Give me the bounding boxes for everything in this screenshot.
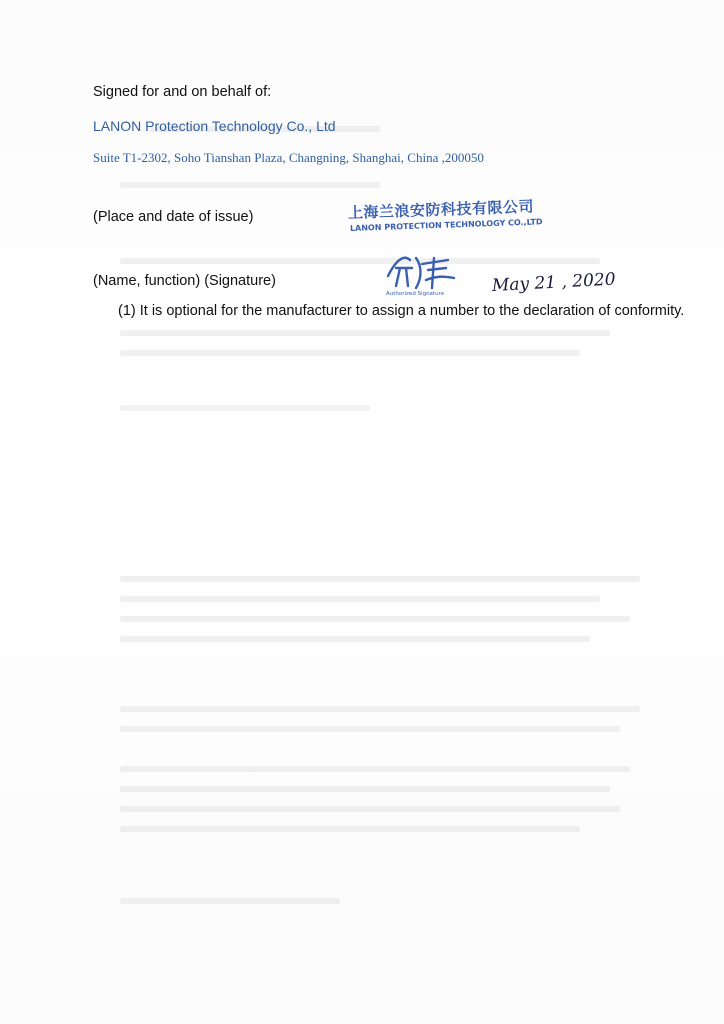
handwritten-date: May 21 , 2020: [491, 269, 617, 296]
stamp-chinese-name: 上海兰浪安防科技有限公司: [347, 197, 535, 222]
place-and-date-label: (Place and date of issue): [93, 209, 254, 225]
authorized-signature-caption: Authorized Signature: [386, 291, 445, 297]
company-name: LANON Protection Technology Co., Ltd: [93, 118, 336, 134]
footnote-declaration-number: (1) It is optional for the manufacturer to assign a number to the declaration of conformity.: [118, 303, 685, 319]
name-function-signature-label: (Name, function) (Signature): [93, 273, 276, 289]
stamp-english-name: LANON PROTECTION TECHNOLOGY CO.,LTD: [349, 217, 543, 233]
company-address: Suite T1-2302, Soho Tianshan Plaza, Changning, Shanghai, China ,200050: [93, 150, 484, 165]
handwritten-signature-mark: [382, 246, 462, 294]
signed-on-behalf-label: Signed for and on behalf of:: [93, 84, 272, 100]
